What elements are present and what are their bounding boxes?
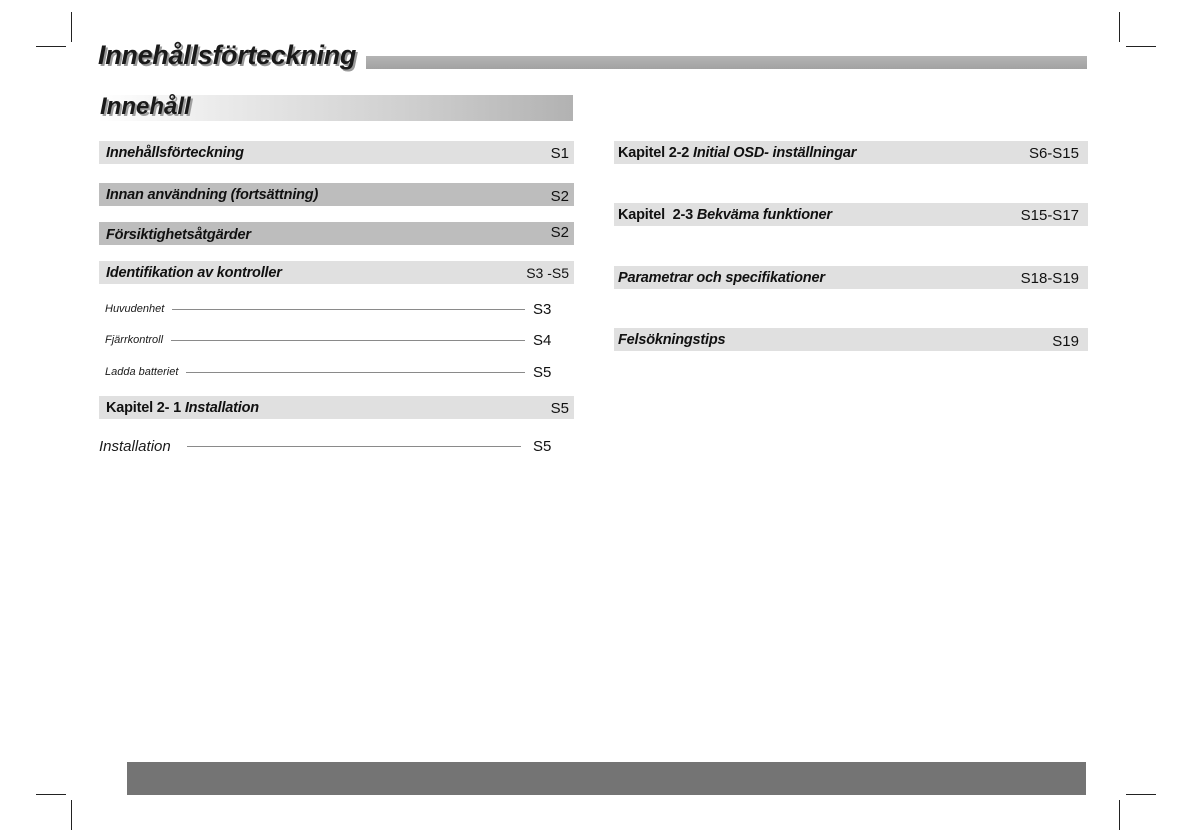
toc-entry-label bbox=[618, 207, 832, 223]
toc-entry-page: S15-S17 bbox=[1020, 207, 1079, 224]
toc-entry-label: Försiktighetsåtgärder bbox=[106, 226, 251, 243]
toc-entry-label bbox=[618, 145, 856, 161]
crop-mark bbox=[1119, 800, 1120, 830]
toc-subentry[interactable] bbox=[99, 436, 563, 456]
footer-bar bbox=[127, 762, 1086, 795]
toc-entry-page: S3 -S5 bbox=[526, 264, 569, 281]
chapter-name: Installation bbox=[184, 399, 259, 416]
toc-subentry-label: Huvudenhet bbox=[105, 303, 165, 315]
toc-subentry-page: S3 bbox=[533, 300, 552, 318]
toc-chapter-entry[interactable] bbox=[614, 141, 1088, 164]
toc-chapter-entry[interactable] bbox=[99, 396, 574, 419]
toc-entry[interactable] bbox=[99, 261, 574, 284]
toc-entry[interactable] bbox=[99, 141, 574, 164]
toc-entry-page: S1 bbox=[550, 145, 569, 162]
toc-entry-label: Parametrar och specifikationer bbox=[618, 269, 825, 286]
leader-line bbox=[171, 340, 525, 341]
toc-subentry-page: S4 bbox=[533, 331, 552, 349]
toc-subentry-label: Ladda batteriet bbox=[105, 366, 179, 378]
chapter-prefix: Kapitel 2-3 bbox=[618, 206, 693, 223]
toc-entry-label: Felsökningstips bbox=[618, 331, 726, 348]
crop-mark bbox=[1119, 12, 1120, 42]
chapter-name: Bekväma funktioner bbox=[696, 206, 832, 223]
toc-entry[interactable] bbox=[614, 328, 1088, 351]
toc-subentry-label: Fjärrkontroll bbox=[105, 334, 164, 346]
section-title: Innehåll bbox=[100, 93, 191, 120]
toc-subentry[interactable] bbox=[105, 364, 563, 380]
chapter-prefix: Kapitel 2- 1 bbox=[106, 399, 181, 416]
toc-entry[interactable] bbox=[99, 183, 574, 206]
crop-mark bbox=[71, 12, 72, 42]
toc-entry[interactable] bbox=[99, 222, 574, 245]
crop-mark bbox=[36, 794, 66, 795]
chapter-prefix: Kapitel 2-2 bbox=[618, 144, 690, 161]
leader-line bbox=[172, 309, 525, 310]
crop-mark bbox=[71, 800, 72, 830]
crop-mark bbox=[1126, 794, 1156, 795]
toc-entry-page: S6-S15 bbox=[1028, 145, 1079, 162]
crop-mark bbox=[1126, 46, 1156, 47]
page-title: Innehållsförteckning bbox=[98, 40, 357, 70]
toc-entry-label bbox=[106, 400, 259, 416]
title-rule bbox=[366, 56, 1087, 69]
leader-line bbox=[187, 446, 521, 447]
toc-entry-page: S19 bbox=[1052, 333, 1079, 350]
toc-subentry[interactable] bbox=[105, 332, 563, 348]
chapter-name: Initial OSD- inställningar bbox=[692, 144, 857, 161]
toc-subentry-page: S5 bbox=[533, 363, 552, 381]
toc-subentry[interactable] bbox=[105, 301, 563, 317]
crop-mark bbox=[36, 46, 66, 47]
toc-entry[interactable] bbox=[614, 266, 1088, 289]
toc-entry-label: Innan användning (fortsättning) bbox=[106, 186, 319, 203]
leader-line bbox=[186, 372, 525, 373]
toc-subentry-label: Installation bbox=[99, 437, 171, 455]
toc-entry-page: S2 bbox=[550, 188, 569, 205]
toc-entry-page: S2 bbox=[550, 224, 569, 241]
toc-subentry-page: S5 bbox=[533, 437, 552, 455]
toc-entry-label: Innehållsförteckning bbox=[106, 144, 244, 161]
toc-entry-page: S5 bbox=[550, 400, 569, 417]
toc-chapter-entry[interactable] bbox=[614, 203, 1088, 226]
toc-entry-label: Identifikation av kontroller bbox=[106, 264, 282, 281]
toc-entry-page: S18-S19 bbox=[1020, 270, 1079, 287]
